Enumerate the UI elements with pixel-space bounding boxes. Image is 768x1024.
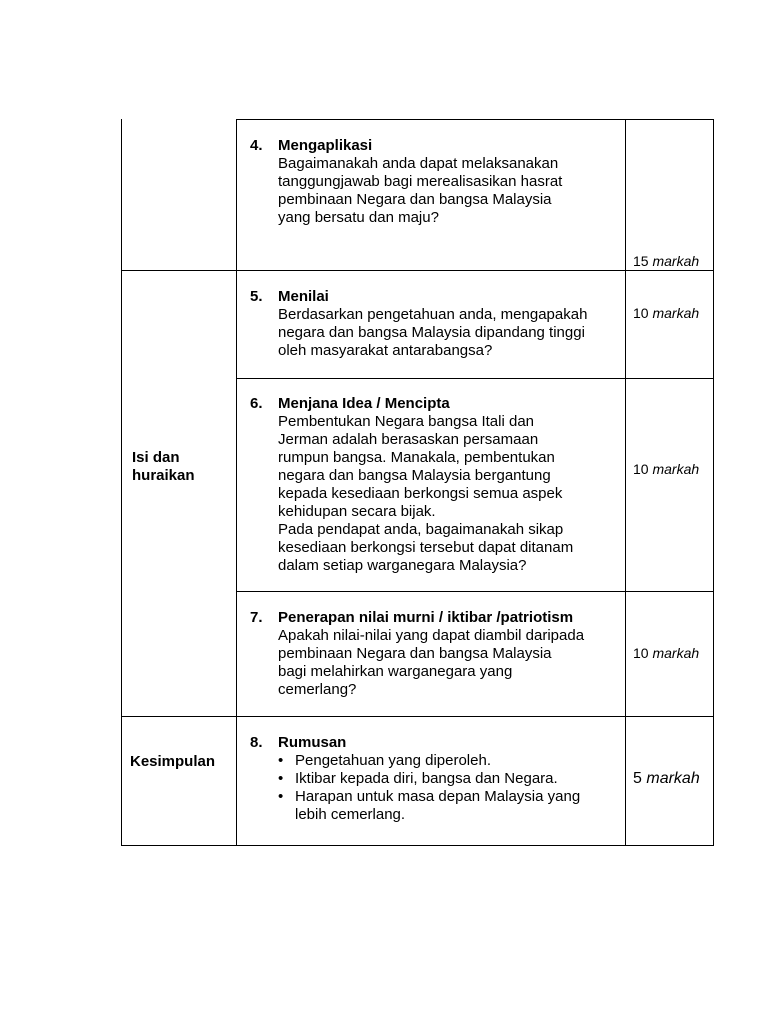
mark-number: 15 [633,253,649,269]
row-divider [121,716,714,717]
table-top-line [236,119,714,120]
bullet-list [275,752,628,824]
item-number: 6. [250,395,263,412]
section-label-kesimpulan: Kesimpulan [130,753,216,770]
mark-unit: markah [646,770,700,787]
section-label-isi: Isi dan huraikan [132,449,195,484]
item-title: Rumusan [278,734,347,751]
item-text: Apakah nilai-nilai yang dapat diambil daripada pembinaan Negara dan bangsa Malaysia bagi melahirkan warganegara yang cemerlang? [278,627,585,698]
mark-value [633,253,713,269]
item-number: 5. [250,288,263,305]
row-divider [236,378,714,379]
mark-value [633,461,713,477]
item-number: 4. [250,137,263,154]
table-bottom-line [121,845,714,846]
item-title: Penerapan nilai murni / iktibar /patriotism [278,609,574,626]
mark-unit: markah [652,305,700,321]
mark-value [633,305,713,321]
mark-unit: markah [652,461,700,477]
item-text: Pembentukan Negara bangsa Itali dan Jerman adalah berasaskan persamaan rumpun bangsa. Manakala, pembentukan negara dan bangsa Malaysia bergantung kepada kesediaan berkongsi semua aspek kehidupan secara bijak. Pada pendapat anda, bagaimanakah sikap kesediaan berkongsi tersebut dapat ditanam dalam setiap warganegara Malaysia? [278,413,574,574]
mark-unit: markah [652,253,700,269]
mark-number: 10 [633,645,649,661]
mark-number: 10 [633,305,649,321]
item-title: Mengaplikasi [278,137,373,154]
table-border-left [121,119,122,846]
row-divider [121,270,714,271]
table-divider-section [236,119,237,846]
bullet-item: • Pengetahuan yang diperoleh. [275,752,628,770]
table-border-right [713,119,714,846]
item-number: 7. [250,609,263,626]
bullet-item: • Harapan untuk masa depan Malaysia yang lebih cemerlang. [275,788,628,824]
mark-value [633,770,713,788]
mark-value [633,645,713,661]
row-divider [236,591,714,592]
bullet-item: • Iktibar kepada diri, bangsa dan Negara. [275,770,628,788]
item-text: Berdasarkan pengetahuan anda, mengapakah negara dan bangsa Malaysia dipandang tinggi oleh masyarakat antarabangsa? [278,306,588,359]
item-title: Menilai [278,288,329,305]
item-text: Bagaimanakah anda dapat melaksanakan tanggungjawab bagi merealisasikan hasrat pembinaan Negara dan bangsa Malaysia yang bersatu dan maju? [278,155,563,226]
mark-number: 5 [633,770,642,787]
mark-unit: markah [652,645,700,661]
mark-number: 10 [633,461,649,477]
item-title: Menjana Idea / Mencipta [278,395,450,412]
item-number: 8. [250,734,263,751]
